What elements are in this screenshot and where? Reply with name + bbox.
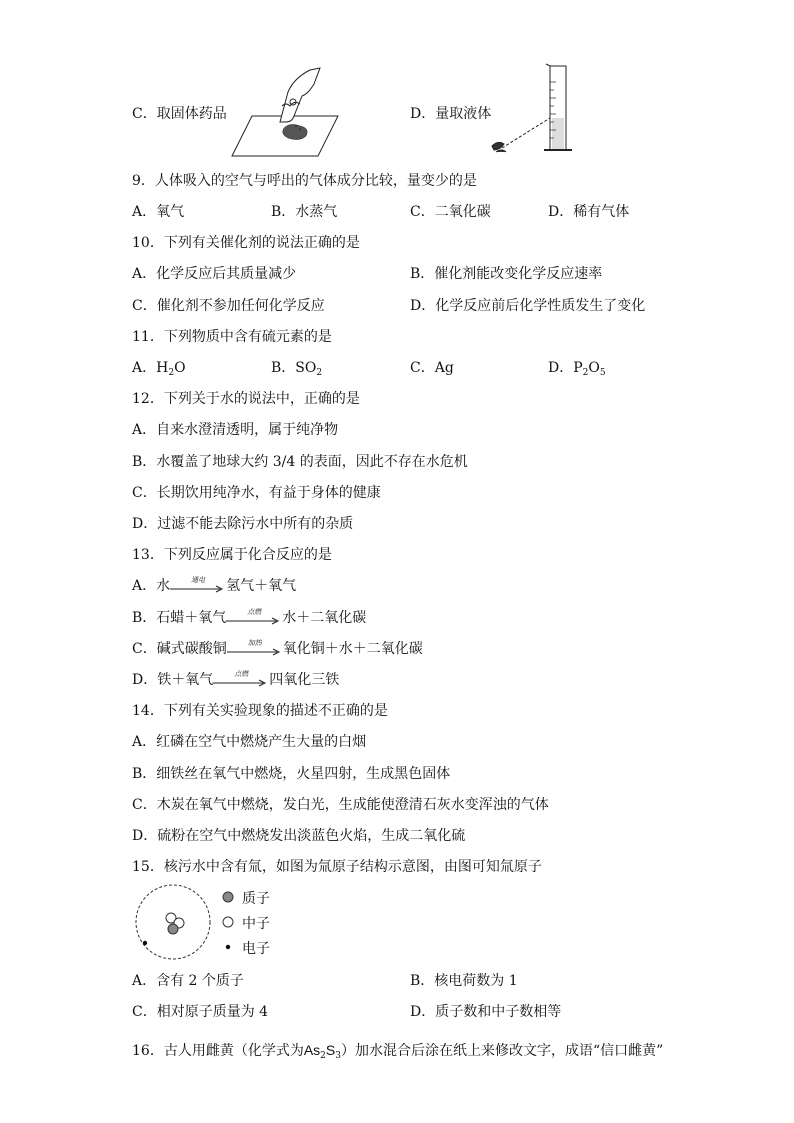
graduated-cylinder-figure xyxy=(488,62,580,162)
q14-option-a[interactable]: A．红磷在空气中燃烧产生大量的白烟 xyxy=(132,734,367,750)
q9-option-b[interactable]: B．水蒸气 xyxy=(271,204,338,220)
electron-particle xyxy=(143,941,147,945)
legend-neutron-label: 中子 xyxy=(242,916,270,932)
q13-d-reactants: D．铁＋氧气 xyxy=(132,672,214,688)
q10-option-b[interactable]: B．催化剂能改变化学反应速率 xyxy=(410,266,603,282)
proton-particle xyxy=(168,924,178,934)
q10-option-c[interactable]: C．催化剂不参加任何化学反应 xyxy=(132,298,325,314)
electron-legend-icon xyxy=(222,941,234,953)
proton-legend-icon xyxy=(222,891,234,903)
q13-b-products: 水＋二氧化碳 xyxy=(282,610,367,626)
reaction-arrow-icon xyxy=(226,608,282,628)
q12-option-b[interactable]: B．水覆盖了地球大约 3/4 的表面，因此不存在水危机 xyxy=(132,454,468,470)
q11-d-text: D．P xyxy=(548,360,583,376)
q12-option-d[interactable]: D．过滤不能去除污水中所有的杂质 xyxy=(132,516,354,532)
q14-stem: 14．下列有关实验现象的描述不正确的是 xyxy=(132,703,388,719)
tritium-atom-diagram xyxy=(132,883,214,961)
q15-stem: 15．核污水中含有氚，如图为氚原子结构示意图，由图可知氚原子 xyxy=(132,859,542,875)
neutron-legend-icon xyxy=(222,916,234,928)
reaction-arrow-icon xyxy=(227,639,283,659)
q12-option-a[interactable]: A．自来水澄清透明，属于纯净物 xyxy=(132,422,339,438)
legend-proton-label: 质子 xyxy=(242,891,270,907)
q15-option-c[interactable]: C．相对原子质量为 4 xyxy=(132,1004,269,1020)
q13-a-reactants: A．水 xyxy=(132,578,171,594)
q12-stem: 12．下列关于水的说法中，正确的是 xyxy=(132,391,360,407)
q13-a-condition: 通电 xyxy=(191,576,206,584)
legend-electron xyxy=(222,939,270,959)
solid-reagent-figure xyxy=(230,66,340,160)
q13-option-b[interactable] xyxy=(132,608,366,628)
q16-subscript-2: 3 xyxy=(335,1051,341,1061)
q11-d-subscript-2: 5 xyxy=(599,368,606,378)
q10-option-d[interactable]: D．化学反应前后化学性质发生了变化 xyxy=(410,298,646,314)
q13-option-a[interactable] xyxy=(132,576,296,596)
q9-option-d[interactable]: D．稀有气体 xyxy=(548,204,630,220)
q8-option-c[interactable]: C．取固体药品 xyxy=(132,106,227,122)
q13-option-d[interactable] xyxy=(132,670,339,690)
reaction-arrow-icon xyxy=(170,576,226,596)
legend-neutron xyxy=(222,914,270,934)
q15-option-b[interactable]: B．核电荷数为 1 xyxy=(410,973,518,989)
q13-c-products: 氧化铜＋水＋二氧化碳 xyxy=(282,641,423,657)
q16-text-end: ）加水混合后涂在纸上来修改文字，成语“信口雌黄” xyxy=(340,1043,664,1059)
q13-b-reactants: B．石蜡＋氧气 xyxy=(132,610,227,626)
q11-option-a[interactable] xyxy=(132,358,186,378)
q15-option-d[interactable]: D．质子数和中子数相等 xyxy=(410,1004,562,1020)
q11-a-subscript: 2 xyxy=(168,368,175,378)
q14-option-c[interactable]: C．木炭在氧气中燃烧，发白光，生成能使澄清石灰水变浑浊的气体 xyxy=(132,797,549,813)
q11-a-text-end: O xyxy=(174,360,186,376)
q8-option-d[interactable]: D．量取液体 xyxy=(410,106,492,122)
q13-option-c[interactable] xyxy=(132,639,423,659)
q9-stem: 9．人体吸入的空气与呼出的气体成分比较，量变少的是 xyxy=(132,173,477,189)
q9-option-a[interactable]: A．氧气 xyxy=(132,204,185,220)
q16-formula-as: As xyxy=(303,1042,321,1058)
q13-d-products: 四氧化三铁 xyxy=(269,672,340,688)
q10-option-a[interactable]: A．化学反应后其质量减少 xyxy=(132,266,297,282)
q15-option-a[interactable]: A．含有 2 个质子 xyxy=(132,973,244,989)
q16-formula-s: S xyxy=(325,1042,336,1058)
q13-b-condition: 点燃 xyxy=(247,608,262,616)
q11-b-text: B．SO xyxy=(271,360,317,376)
q13-stem: 13．下列反应属于化合反应的是 xyxy=(132,547,332,563)
q16-text-start: 16．古人用雌黄（化学式为 xyxy=(132,1043,304,1059)
q11-d-subscript-1: 2 xyxy=(582,368,589,378)
q11-stem: 11．下列物质中含有硫元素的是 xyxy=(132,329,332,345)
q14-option-d[interactable]: D．硫粉在空气中燃烧发出淡蓝色火焰，生成二氧化硫 xyxy=(132,828,466,844)
q13-d-condition: 点燃 xyxy=(234,670,249,678)
q13-c-condition: 加热 xyxy=(247,639,262,647)
q11-option-d[interactable] xyxy=(548,358,606,378)
q13-c-reactants: C．碱式碳酸铜 xyxy=(132,641,227,657)
q9-option-c[interactable]: C．二氧化碳 xyxy=(410,204,491,220)
q11-option-b[interactable] xyxy=(271,358,322,378)
q11-b-subscript: 2 xyxy=(316,368,323,378)
q16-stem xyxy=(132,1040,663,1061)
q11-option-c[interactable]: C．Ag xyxy=(410,360,454,376)
q11-a-text: A．H xyxy=(132,360,169,376)
q14-option-b[interactable]: B．细铁丝在氧气中燃烧，火星四射，生成黑色固体 xyxy=(132,766,451,782)
q12-option-c[interactable]: C．长期饮用纯净水，有益于身体的健康 xyxy=(132,485,381,501)
q10-stem: 10．下列有关催化剂的说法正确的是 xyxy=(132,235,360,251)
q13-a-products: 氢气＋氧气 xyxy=(226,578,297,594)
legend-electron-label: 电子 xyxy=(242,941,270,957)
reaction-arrow-icon xyxy=(213,670,269,690)
legend-proton xyxy=(222,889,270,909)
q16-subscript-1: 2 xyxy=(320,1051,326,1061)
q11-d-text-mid: O xyxy=(588,360,600,376)
